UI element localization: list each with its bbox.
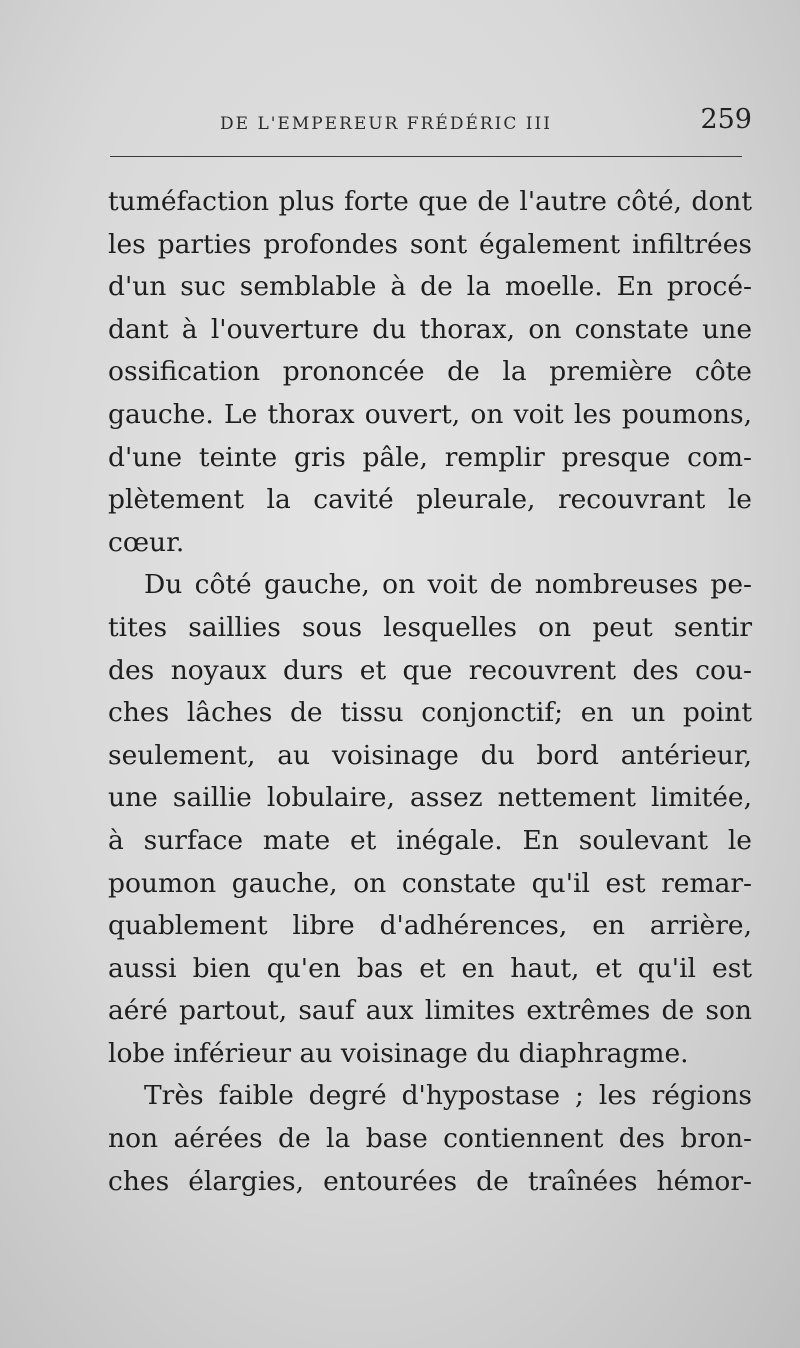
text-line: les parties profondes sont également infiltrées (108, 228, 752, 260)
text-line: gauche. Le thorax ouvert, on voit les poumons, (108, 398, 752, 430)
text-line: lobe inférieur au voisinage du diaphragme. (108, 1037, 689, 1069)
text-line: aéré partout, sauf aux limites extrêmes de son (108, 995, 752, 1027)
text-line: tuméfaction plus forte que de l'autre côté, dont (108, 186, 752, 217)
text-line: une saillie lobulaire, assez nettement limitée, (108, 782, 752, 814)
body-text (108, 181, 752, 1203)
text-line: quablement libre d'adhérences, en arrière, (108, 910, 752, 942)
text-line: non aérées de la base contiennent des bron- (108, 1123, 752, 1155)
text-line: tites saillies sous lesquelles on peut sentir (108, 611, 752, 643)
text-line: à surface mate et inégale. En soulevant le (108, 824, 752, 856)
running-title: DE L'EMPEREUR FRÉDÉRIC III (220, 114, 552, 134)
text-line: poumon gauche, on constate qu'il est remar- (108, 867, 752, 899)
text-line: Du côté gauche, on voit de nombreuses pe- (144, 569, 752, 601)
header-rule (110, 156, 742, 157)
text-line: Très faible degré d'hypostase ; les régions (144, 1080, 752, 1112)
text-line: plètement la cavité pleurale, recouvrant le (108, 484, 752, 516)
text-line: ossification prononcée de la première côte (108, 356, 752, 388)
text-line: seulement, au voisinage du bord antérieur, (108, 739, 752, 771)
text-line: aussi bien qu'en bas et en haut, et qu'il est (108, 952, 752, 984)
text-line: dant à l'ouverture du thorax, on constate une (108, 313, 752, 345)
page-number: 259 (700, 104, 752, 135)
text-line: ches lâches de tissu conjonctif; en un point (108, 697, 752, 729)
text-line: d'une teinte gris pâle, remplir presque com- (108, 441, 752, 473)
text-line: des noyaux durs et que recouvrent des cou- (108, 654, 752, 686)
page-header (110, 100, 752, 146)
text-line: cœur. (108, 526, 185, 558)
text-line: d'un suc semblable à de la moelle. En procé- (108, 271, 752, 303)
text-line: ches élargies, entourées de traînées hémor- (108, 1165, 752, 1197)
